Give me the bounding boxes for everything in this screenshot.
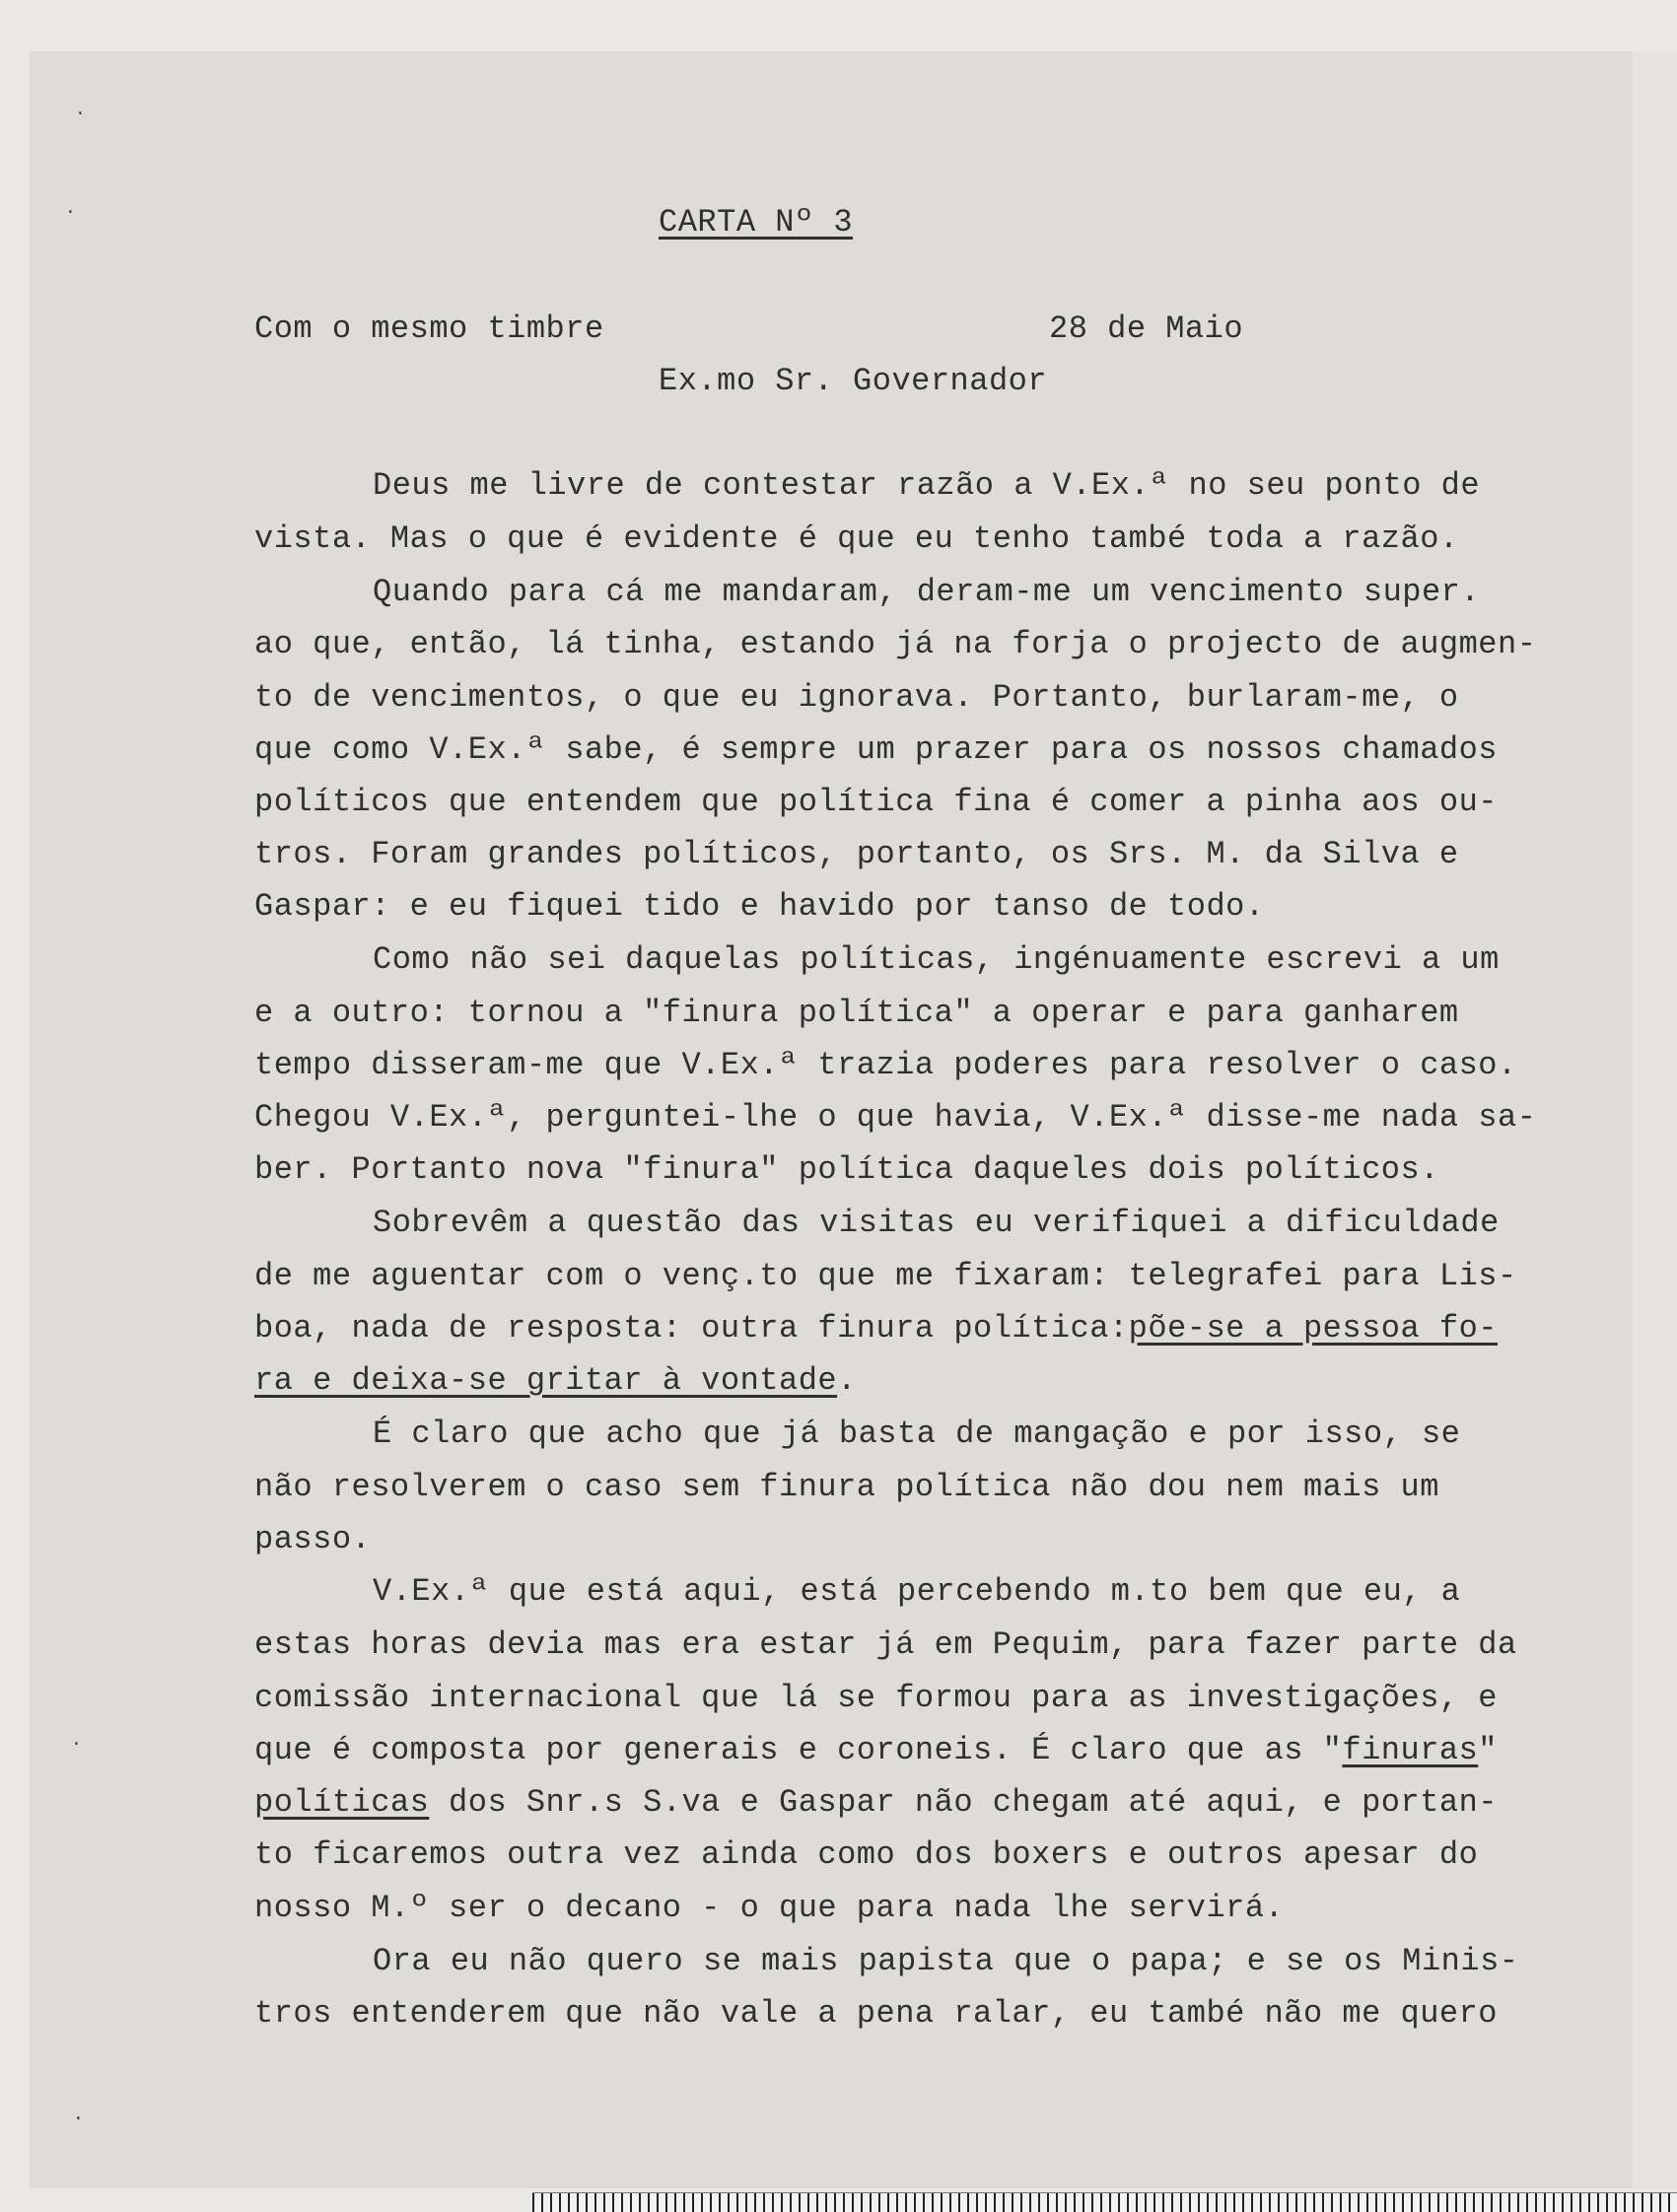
body-text: " [1478, 1732, 1498, 1768]
body-line: tros entenderem que não vale a pena ralar, eu també não me quero [254, 1995, 1498, 2032]
body-line: ber. Portanto nova "finura" política daqueles dois políticos. [254, 1151, 1439, 1188]
body-text: que é composta por generais e coroneis. É claro que as " [254, 1732, 1343, 1768]
body-line: Ora eu não quero se mais papista que o papa; e se os Minis- [373, 1943, 1519, 1979]
body-text: dos Snr.s S.va e Gaspar não chegam até aqui, e portan- [429, 1784, 1498, 1821]
body-line: não resolverem o caso sem finura política não dou nem mais um [254, 1469, 1439, 1505]
letter-title: CARTA Nº 3 [659, 204, 854, 241]
body-line: e a outro: tornou a "finura política" a operar e para ganharem [254, 995, 1459, 1031]
body-line: ao que, então, lá tinha, estando já na forja o projecto de augmen- [254, 626, 1537, 662]
body-line: vista. Mas o que é evidente é que eu tenho també toda a razão. [254, 520, 1459, 557]
body-line: V.Ex.ª que está aqui, está percebendo m.to bem que eu, a [373, 1573, 1461, 1610]
margin-mark: · [71, 1735, 82, 1755]
underlined-phrase: ra e deixa-se gritar à vontade [254, 1362, 838, 1399]
body-line: passo. [254, 1521, 372, 1557]
body-line: Quando para cá me mandaram, deram-me um vencimento super. [373, 574, 1481, 610]
body-line: nosso M.º ser o decano - o que para nada lhe servirá. [254, 1890, 1285, 1926]
body-line: de me aguentar com o venç.to que me fixaram: telegrafei para Lis- [254, 1258, 1517, 1294]
header-left: Com o mesmo timbre [254, 311, 604, 347]
body-text: . [837, 1362, 857, 1399]
underlined-phrase: finuras [1342, 1732, 1479, 1768]
body-line: Como não sei daquelas políticas, ingénuamente escrevi a um [373, 941, 1500, 978]
body-line: políticos que entendem que política fina é comer a pinha aos ou- [254, 784, 1498, 820]
body-line [254, 1734, 1498, 1767]
salutation: Ex.mo Sr. Governador [659, 363, 1048, 399]
body-line [254, 1364, 857, 1398]
margin-mark: · [75, 104, 86, 124]
scan-ruler [532, 2192, 1677, 2212]
margin-mark: · [65, 203, 76, 223]
margin-mark: · [73, 2109, 84, 2129]
body-line: tempo disseram-me que V.Ex.ª trazia poderes para resolver o caso. [254, 1047, 1517, 1083]
body-line: estas horas devia mas era estar já em Pequim, para fazer parte da [254, 1626, 1517, 1663]
body-line: que como V.Ex.ª sabe, é sempre um prazer para os nossos chamados [254, 731, 1498, 768]
body-line: Gaspar: e eu fiquei tido e havido por tanso de todo. [254, 888, 1265, 925]
body-line: comissão internacional que lá se formou para as investigações, e [254, 1680, 1498, 1716]
body-line: tros. Foram grandes políticos, portanto, os Srs. M. da Silva e [254, 836, 1459, 872]
body-line: Chegou V.Ex.ª, perguntei-lhe o que havia, V.Ex.ª disse-me nada sa- [254, 1099, 1537, 1136]
body-line [254, 1786, 1498, 1820]
body-line: to de vencimentos, o que eu ignorava. Portanto, burlaram-me, o [254, 679, 1459, 716]
body-line: to ficaremos outra vez ainda como dos boxers e outros apesar do [254, 1836, 1479, 1873]
underlined-phrase: põe-se a pessoa fo- [1128, 1310, 1498, 1347]
header-date: 28 de Maio [1049, 311, 1244, 347]
body-line [254, 1312, 1498, 1346]
page-edge [1633, 51, 1677, 2188]
body-line: Sobrevêm a questão das visitas eu verifiquei a dificuldade [373, 1205, 1500, 1241]
body-text: boa, nada de resposta: outra finura política: [254, 1310, 1129, 1347]
body-line: É claro que acho que já basta de mangação e por isso, se [373, 1416, 1461, 1452]
underlined-phrase: políticas [254, 1784, 430, 1821]
body-line: Deus me livre de contestar razão a V.Ex.ª no seu ponto de [373, 467, 1481, 504]
